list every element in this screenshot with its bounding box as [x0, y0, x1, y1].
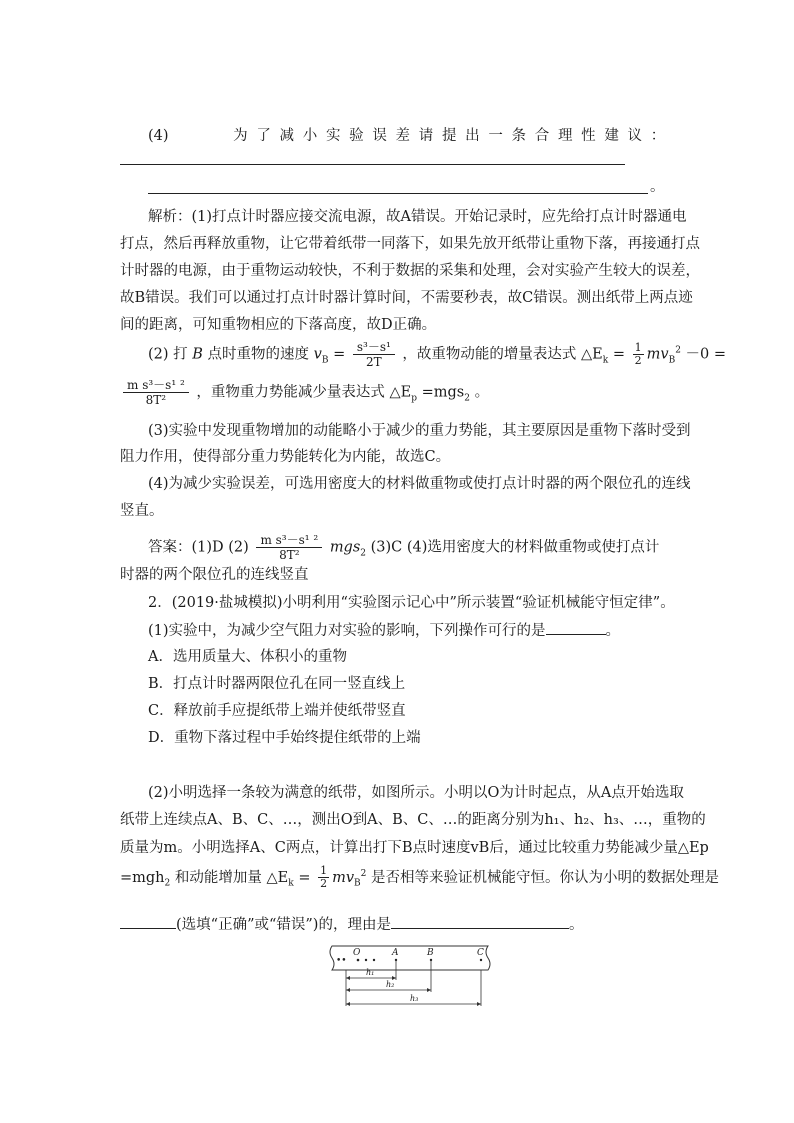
- answer-line-2: 时器的两个限位孔的连线竖直: [120, 567, 309, 583]
- q2-part2-line-2: 纸带上连续点A、B、C、…，测出O到A、B、C、…的距离分别为h₁、h₂、h₃、…，重物的: [120, 812, 706, 828]
- q4-answer-line-2[interactable]: [148, 193, 648, 194]
- label-h2: h₂: [386, 980, 395, 989]
- q2-part2-line-4: =mgh$_2$ 和动能增加量 $\triangle E_k$ = $\frac{1}{2}$ $mv_B^2$ 是否相等来验证机械能守恒。你认为小明的数据处理是: [120, 864, 719, 891]
- q2-correctness-blank[interactable]: [120, 914, 176, 929]
- analysis-p3-line-1: (3)实验中发现重物增加的动能略小于减少的重力势能，其主要原因是重物下落时受到: [148, 423, 691, 439]
- q4-prompt: [148, 126, 674, 146]
- q2-option-c: C．释放前手应提纸带上端并使纸带竖直: [148, 703, 406, 719]
- answer-fraction: $\frac{\text{m s³－s¹ ²}}{\text{8T²}}$: [256, 533, 322, 562]
- q2-option-b: B．打点计时器两限位孔在同一竖直线上: [148, 676, 406, 692]
- q2-part1-blank[interactable]: [546, 620, 606, 635]
- half-fraction: $\frac{1}{2}$: [634, 341, 642, 367]
- label-h3: h₃: [410, 994, 419, 1003]
- q2-option-a: A．选用质量大、体积小的重物: [148, 649, 347, 665]
- analysis-p4-line-1: (4)为减少实验误差，可选用密度大的材料做重物或使打点计时器的两个限位孔的连线: [148, 476, 691, 492]
- label-b: B: [427, 948, 434, 958]
- q2-part2-line-1: (2)小明选择一条较为满意的纸带，如图所示。小明以O为计时起点，从A点开始选取: [148, 785, 684, 801]
- label-h1: h₁: [366, 968, 375, 977]
- q4-number: (4): [148, 128, 169, 144]
- q2-intro: 2．(2019·盐城模拟)小明利用“实验图示记心中”所示装置“验证机械能守恒定律”。: [148, 595, 675, 611]
- analysis-line-1: 解析：(1)打点计时器应接交流电源，故A错误。开始记录时，应先给打点计时器通电: [148, 209, 687, 225]
- label-a: A: [392, 948, 399, 958]
- q2-part1: (1)实验中，为减少空气阻力对实验的影响，下列操作可行的是 。: [148, 620, 620, 641]
- q2-reason-blank[interactable]: [391, 914, 569, 929]
- label-c: C: [477, 948, 484, 958]
- analysis-line-4: 故B错误。我们可以通过打点计时器计算时间，不需要秒表，故C错误。测出纸带上两点迹: [120, 290, 693, 306]
- q2-option-d: D．重物下落过程中手始终提住纸带的上端: [148, 730, 421, 746]
- analysis-line-3: 计时器的电源，由于重物运动较快，不利于数据的采集和处理，会对实验产生较大的误差，: [120, 263, 700, 279]
- paper-tape-figure: [326, 944, 496, 1024]
- q2-half-fraction: $\frac{1}{2}$: [320, 864, 328, 891]
- analysis-line-5: 间的距离，可知重物相应的下落高度，故D正确。: [120, 317, 437, 333]
- q2-part2-line-5: (选填“正确”或“错误”)的，理由是 。: [120, 914, 583, 935]
- q4-answer-line-1[interactable]: [120, 164, 625, 165]
- q2-part2-line-3: 质量为m。小明选择A、C两点，计算出打下B点时速度vB后，通过比较重力势能减少量△Ep: [120, 840, 709, 856]
- q4-tail: 。: [650, 179, 665, 195]
- analysis-p2-line: (2) 打 B 点时重物的速度 $v_B$ = $\frac{\text{s³－s¹}}{2T}$ ，故重物动能的增量表达式 $\triangle E_k$ = $\frac{1}{2}$ $mv_B^2 -0$ =: [148, 340, 727, 369]
- ek-fraction: $\frac{\text{m s³－s¹ ²}}{\text{8T²}}$: [123, 378, 189, 407]
- answer-line-1: 答案：(1)D (2) $\frac{\text{m s³－s¹ ²}}{\text{8T²}}$ mgs$_2$ (3)C (4)选用密度大的材料做重物或使打点计: [148, 533, 660, 562]
- tape-dots: ••: [336, 956, 347, 966]
- q4-text: 为了减小实验误差请提出一条合理性建议：: [233, 128, 674, 144]
- analysis-p4-line-2: 竖直。: [120, 503, 164, 519]
- analysis-p3-line-2: 阻力作用，使得部分重力势能转化为内能，故选C。: [120, 449, 451, 465]
- analysis-line-2: 打点，然后再释放重物，让它带着纸带一同落下，如果先放开纸带让重物下落，再接通打点: [120, 236, 700, 252]
- velocity-fraction: $\frac{\text{s³－s¹}}{2T}$: [353, 340, 395, 369]
- label-o: O: [353, 948, 361, 958]
- analysis-p2b-line: $\frac{\text{m s³－s¹ ²}}{\text{8T²}}$ ，重物重力势能减少量表达式 $\triangle E_p =mgs_2$ 。: [120, 378, 489, 408]
